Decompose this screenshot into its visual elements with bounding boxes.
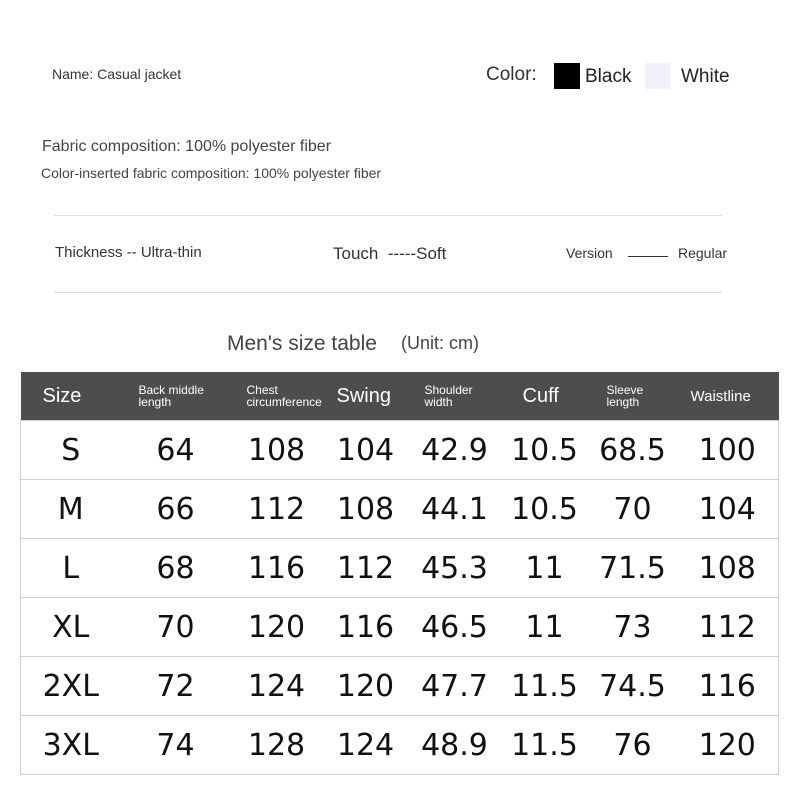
size-table-body bbox=[21, 421, 779, 775]
cell-cuff: 11.5 bbox=[501, 716, 589, 775]
table-row bbox=[21, 598, 779, 657]
header-size: Size bbox=[21, 372, 121, 421]
cell-back-middle-length: 68 bbox=[121, 539, 231, 598]
color-label: Color: bbox=[486, 64, 537, 85]
cell-size: XL bbox=[21, 598, 121, 657]
header-waistline: Waistline bbox=[677, 372, 779, 421]
cell-cuff: 11.5 bbox=[501, 657, 589, 716]
header-swing: Swing bbox=[323, 372, 409, 421]
cell-waistline: 108 bbox=[677, 539, 779, 598]
header-back-middle-length: Back middle length bbox=[121, 372, 231, 421]
color-swatch-white bbox=[645, 63, 671, 89]
cell-swing: 116 bbox=[323, 598, 409, 657]
color-swatch-black bbox=[554, 63, 580, 89]
size-table bbox=[20, 372, 779, 775]
cell-chest-circumference: 116 bbox=[231, 539, 323, 598]
thickness-attribute: Thickness -- Ultra-thin bbox=[55, 244, 202, 261]
version-connector-line bbox=[628, 256, 668, 257]
table-row bbox=[21, 421, 779, 480]
divider-top bbox=[54, 215, 722, 216]
cell-shoulder-width: 48.9 bbox=[409, 716, 501, 775]
cell-size: M bbox=[21, 480, 121, 539]
cell-sleeve-length: 71.5 bbox=[589, 539, 677, 598]
cell-waistline: 104 bbox=[677, 480, 779, 539]
cell-swing: 124 bbox=[323, 716, 409, 775]
cell-sleeve-length: 73 bbox=[589, 598, 677, 657]
cell-cuff: 10.5 bbox=[501, 480, 589, 539]
cell-shoulder-width: 46.5 bbox=[409, 598, 501, 657]
cell-cuff: 11 bbox=[501, 539, 589, 598]
header-sleeve-length: Sleeve length bbox=[589, 372, 677, 421]
cell-back-middle-length: 70 bbox=[121, 598, 231, 657]
cell-shoulder-width: 44.1 bbox=[409, 480, 501, 539]
fabric-composition: Fabric composition: 100% polyester fiber bbox=[42, 138, 332, 155]
color-inserted-composition: Color-inserted fabric composition: 100% polyester fiber bbox=[41, 165, 382, 181]
version-label: Version bbox=[566, 245, 613, 261]
cell-shoulder-width: 47.7 bbox=[409, 657, 501, 716]
header-cuff: Cuff bbox=[501, 372, 589, 421]
size-table-title: Men's size table bbox=[227, 332, 377, 355]
cell-size: L bbox=[21, 539, 121, 598]
cell-sleeve-length: 76 bbox=[589, 716, 677, 775]
cell-chest-circumference: 124 bbox=[231, 657, 323, 716]
header-shoulder-width: Shoulder width bbox=[409, 372, 501, 421]
cell-shoulder-width: 42.9 bbox=[409, 421, 501, 480]
cell-waistline: 116 bbox=[677, 657, 779, 716]
cell-cuff: 11 bbox=[501, 598, 589, 657]
table-row bbox=[21, 480, 779, 539]
cell-back-middle-length: 74 bbox=[121, 716, 231, 775]
cell-chest-circumference: 112 bbox=[231, 480, 323, 539]
color-name-white: White bbox=[681, 66, 730, 87]
size-table-header bbox=[21, 372, 779, 421]
cell-cuff: 10.5 bbox=[501, 421, 589, 480]
cell-waistline: 100 bbox=[677, 421, 779, 480]
product-name: Name: Casual jacket bbox=[52, 66, 182, 82]
cell-swing: 112 bbox=[323, 539, 409, 598]
table-row bbox=[21, 539, 779, 598]
cell-chest-circumference: 120 bbox=[231, 598, 323, 657]
table-row bbox=[21, 657, 779, 716]
cell-size: S bbox=[21, 421, 121, 480]
cell-size: 2XL bbox=[21, 657, 121, 716]
table-row bbox=[21, 716, 779, 775]
cell-chest-circumference: 128 bbox=[231, 716, 323, 775]
cell-chest-circumference: 108 bbox=[231, 421, 323, 480]
cell-back-middle-length: 64 bbox=[121, 421, 231, 480]
cell-back-middle-length: 72 bbox=[121, 657, 231, 716]
touch-attribute: Touch -----Soft bbox=[333, 244, 447, 263]
cell-back-middle-length: 66 bbox=[121, 480, 231, 539]
cell-size: 3XL bbox=[21, 716, 121, 775]
cell-waistline: 112 bbox=[677, 598, 779, 657]
version-value: Regular bbox=[678, 245, 728, 261]
cell-sleeve-length: 70 bbox=[589, 480, 677, 539]
cell-shoulder-width: 45.3 bbox=[409, 539, 501, 598]
cell-waistline: 120 bbox=[677, 716, 779, 775]
cell-swing: 104 bbox=[323, 421, 409, 480]
size-table-unit: (Unit: cm) bbox=[401, 333, 479, 353]
color-name-black: Black bbox=[585, 66, 632, 87]
cell-swing: 108 bbox=[323, 480, 409, 539]
divider-bottom bbox=[54, 292, 722, 293]
cell-swing: 120 bbox=[323, 657, 409, 716]
cell-sleeve-length: 68.5 bbox=[589, 421, 677, 480]
cell-sleeve-length: 74.5 bbox=[589, 657, 677, 716]
header-chest-circumference: Chest circumference bbox=[231, 372, 323, 421]
